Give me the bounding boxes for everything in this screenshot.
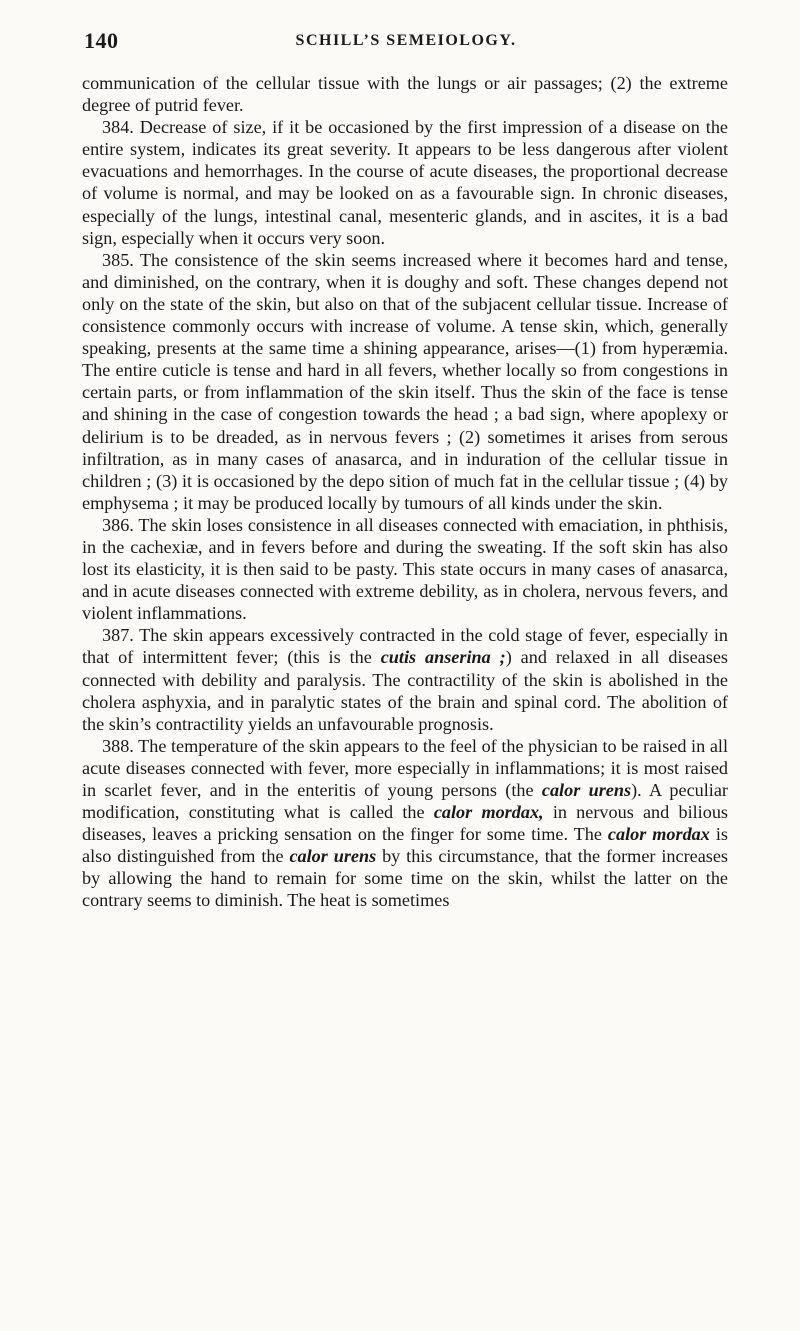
- text-run: 386. The skin loses consistence in all diseases connected with emaciation, in phthisis, in the cachexiæ, and in fevers before and during the sweating. If the soft skin has also lost its elasticity, it is then said to be pasty. This state occurs in many cases of anasarca, and in acute diseases connected with extreme debility, as in cholera, nervous fevers, and violent inflammations.: [82, 514, 728, 624]
- text-run: in nervous and bilious diseases, leaves a pricking sensation on the finger for some time. The: [82, 802, 728, 845]
- italic-term: calor mordax: [607, 824, 710, 845]
- text-run: is also distinguished from the: [82, 824, 728, 867]
- paragraph-386: [82, 514, 728, 624]
- italic-term: calor mordax,: [433, 802, 544, 823]
- running-head: SCHILL’S SEMEIOLOGY.: [295, 32, 517, 49]
- text-run: ). A peculiar modification, constituting what is called the: [82, 780, 728, 823]
- italic-term: calor urens: [541, 780, 632, 800]
- page-header: [76, 24, 736, 56]
- paragraph-387: [82, 624, 728, 734]
- text-run: 387. The skin appears excessively contracted in the cold stage of fever, especially in that of intermittent fever; (this is the: [82, 625, 728, 668]
- text-run: 384. Decrease of size, if it be occasioned by the first impression of a disease on the entire system, indicates its great severity. It appears to be less dangerous after violent evacuations and hemorrhages. In the course of acute diseases, the proportional decrease of volume is normal, and may be looked on as a favourable sign. In chronic diseases, especially of the lungs, intestinal canal, mesenteric glands, and in ascites, it is a bad sign, especially when it occurs very soon.: [82, 117, 728, 248]
- paragraph-continuation: [82, 72, 728, 116]
- text-run: 388. The temperature of the skin appears to the feel of the physician to be raised in all acute diseases connected with fever, more especially in inflammations; it is most raised in scarlet fever, and in the enteritis of young persons (the: [82, 735, 728, 800]
- body-text: [82, 72, 728, 912]
- paragraph-384: [82, 116, 728, 249]
- text-run: ) and relaxed in all diseases connected with debility and paralysis. The contractility of the skin is abolished in the cholera asphyxia, and in paralytic states of the brain and spinal cord. The abolition of the skin’s contractility yields an unfavourable prognosis.: [82, 647, 728, 734]
- page-number: 140: [84, 28, 119, 53]
- italic-term: cutis anserina ;: [380, 647, 506, 668]
- text-run: communication of the cellular tissue with the lungs or air passages; (2) the extreme degree of putrid fever.: [82, 73, 728, 116]
- italic-term: calor urens: [289, 846, 377, 867]
- text-run: 385. The consistence of the skin seems increased where it becomes hard and tense, and diminished, on the contrary, when it is doughy and soft. These changes depend not only on the state of the skin, but also on that of the subjacent cellular tissue. Increase of consistence commonly occurs with increase of volume. A tense skin, which, generally speaking, presents at the same time a shining appearance, arises—(1) from hyperæmia. The entire cuticle is tense and hard in all fevers, whether locally so from congestions in certain parts, or from inflammation of the skin itself. Thus the skin of the face is tense and shining in the case of congestion towards the head ; a bad sign, where apoplexy or delirium is to be dreaded, as in nervous fevers ; (2) sometimes it arises from serous infiltration, as in many cases of anasarca, and in induration of the cellular tissue in children ; (3) it is occasioned by the depo sition of much fat in the cellular tissue ; (4) by emphysema ; it may be produced locally by tumours of all kinds under the skin.: [82, 249, 728, 513]
- text-run: by this circumstance, that the former increases by allowing the hand to remain for some time on the skin, whilst the latter on the contrary seems to diminish. The heat is sometimes: [82, 846, 728, 911]
- paragraph-385: [82, 249, 728, 514]
- paragraph-388: [82, 735, 728, 912]
